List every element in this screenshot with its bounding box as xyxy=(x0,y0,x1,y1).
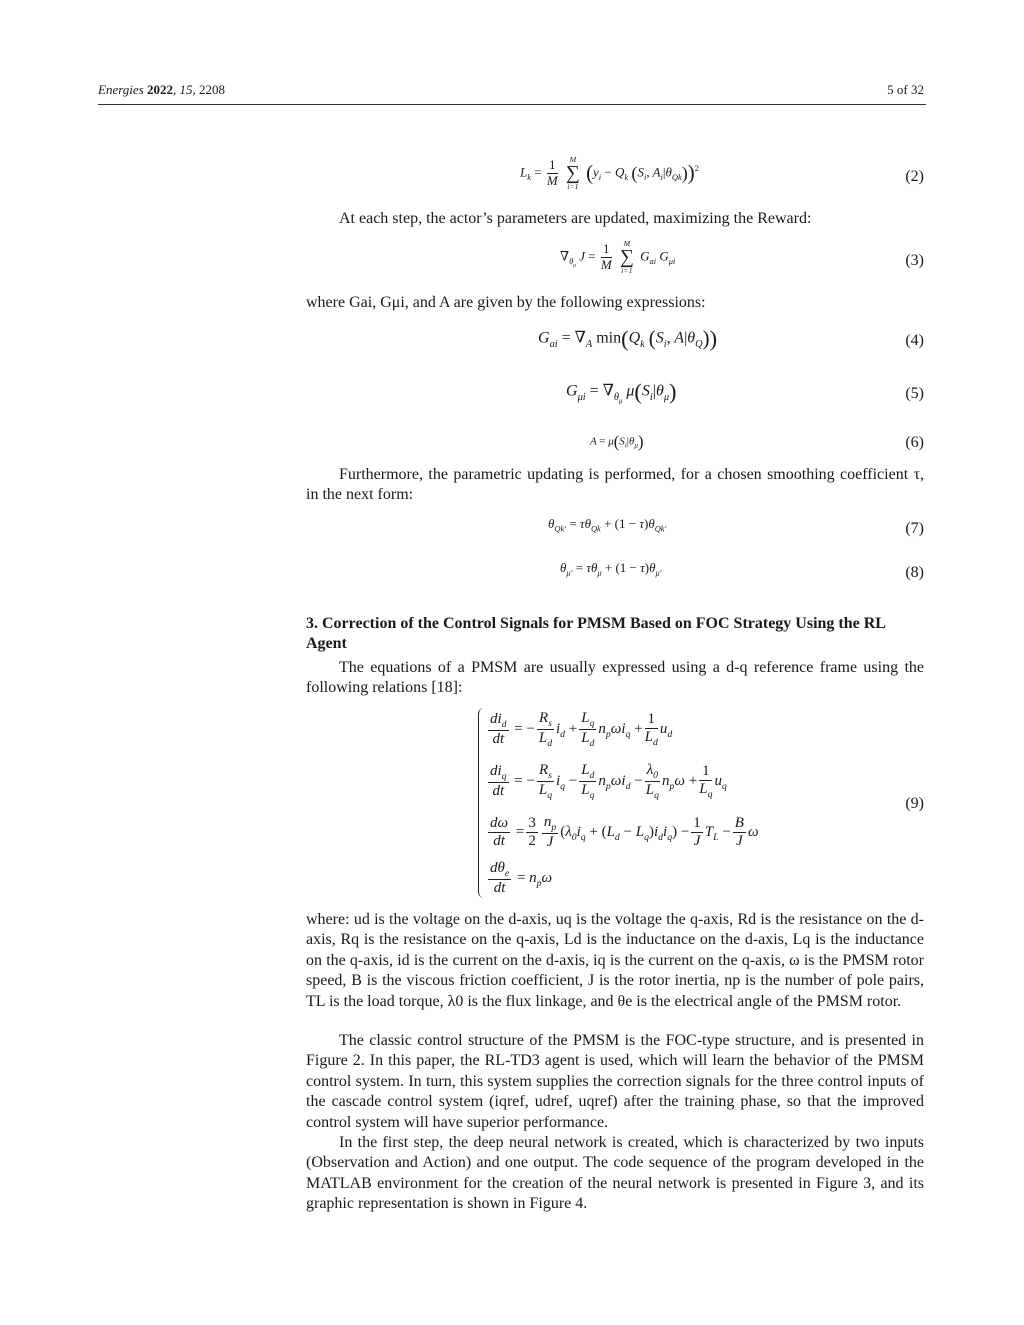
body-paragraph xyxy=(306,465,924,506)
equation-6: $A = \mu(S_i|\theta_\mu)$ (6) xyxy=(590,432,924,451)
paragraph-text: At each step, the actor’s parameters are updated, maximizing the Reward: xyxy=(339,210,812,227)
equation-number: (8) xyxy=(905,564,924,581)
paragraph-text: Furthermore, the parametric updating is performed, for a chosen smoothing coefficient τ, in the next form: xyxy=(306,466,924,504)
body-paragraph xyxy=(306,1133,924,1215)
equation-number: (6) xyxy=(905,434,924,451)
article-number: 2208 xyxy=(198,82,225,97)
equation-number: (9) xyxy=(905,795,924,812)
paragraph-text: where: ud is the voltage on the d-axis, uq is the voltage the q-axis, Rd is the resistance on the d-axis, Rq is the resistance on the q-axis, Ld is the inductance on the d-axis, Lq is the inductance on the q-axis, id is the current on the d-axis, iq is the current on the q-axis, ω is the PMSM rotor speed, B is the viscous friction coefficient, J is the rotor inertia, np is the number of pole pairs, TL is the load torque, λ0 is the flux linkage, and θe is the electrical angle of the PMSM rotor. xyxy=(306,911,924,1010)
journal-volume: 15 xyxy=(179,82,193,97)
equation-number: (2) xyxy=(905,168,924,185)
body-paragraph xyxy=(306,1031,924,1133)
equation-3: $\nabla_{\theta_\mu}$ J = $\frac{1}{M}$ M ∑ i=1 $G_{ai}$ $G_{\mu i}$ (3) xyxy=(560,239,924,276)
equation-8: $\theta_{\mu'} = \tau\theta_\mu + (1 - \tau)\theta_{\mu'}$ (8) xyxy=(560,560,924,581)
header-rule xyxy=(98,104,926,105)
page-number: 5 of 32 xyxy=(887,82,924,97)
equation-2: $L_k$ = $\frac{1}{M}$ M ∑ i=1 ($y_i - Q_k$ ($S_i$, $A_i|\theta_{Qk}))^2$ (2) xyxy=(520,155,924,192)
body-paragraph xyxy=(306,910,924,1012)
equation-9-system: $\frac{di_d}{dt}$ = − $\frac{R_s}{L_d}$ $i_d$ + $\frac{L_q}{L_d}$ $n_p\omega i_q$ + $\frac{1}{L_d}$ $u_d$ $\frac{di_q}{dt}$ = − $\frac{R_s}{L_q}$ $i_q$ − $\frac{L_d}{L_q}$ $n_p\omega i_d$ − $\frac{\lambda_0}{L_q}$ $n_p\omega$ + $\frac{1}{L_q}$ $u_q$ $\frac{d\omega}{dt}$ = $\frac{3}{2}$ $\frac{n_p}{J}$ $(\lambda_0i_q + (L_d - L_q)i_di_q)$ − $\frac{1}{J}$ $T_L$ − $\frac{B}{J}$ ω $\frac{d\theta_e}{dt}$ = $n_p\omega$ xyxy=(478,708,798,898)
body-paragraph xyxy=(306,209,924,229)
paragraph-text: The classic control structure of the PMSM is the FOC-type structure, and is presented in Figure 2. In this paper, the RL-TD3 agent is used, which will learn the behavior of the PMSM control system. In turn, this system supplies the correction signals for the three control inputs of the cascade control system (iqref, udref, uqref) after the training phase, so that the improved control system will have superior performance. xyxy=(306,1032,924,1131)
body-paragraph xyxy=(306,658,924,699)
equation-5: $G_{\mu i} = \nabla_{\theta_\mu}$ $\mu(S_i|\theta_\mu)$ (5) xyxy=(566,379,924,405)
equation-number: (5) xyxy=(905,385,924,402)
section-heading: 3. Correction of the Control Signals for PMSM Based on FOC Strategy Using the RL Agent xyxy=(306,615,886,653)
journal-name: Energies xyxy=(98,82,144,97)
equation-4: $G_{ai} = \nabla_A$ $\min(Q_k$ ($S_i$, $A|\theta_Q$)) (4) xyxy=(538,326,924,351)
equation-7: $\theta_{Qk'} = \tau\theta_{Qk} + (1 - \tau)\theta_{Qk'}$ (7) xyxy=(548,516,924,537)
equation-number: (4) xyxy=(905,332,924,349)
paragraph-text: The equations of a PMSM are usually expressed using a d-q reference frame using the following relations [18]: xyxy=(306,659,924,697)
paragraph-text: In the first step, the deep neural network is created, which is characterized by two inputs (Observation and Action) and one output. The code sequence of the program developed in the MATLAB environment for the creation of the neural network is presented in Figure 3, and its graphic representation is shown in Figure 4. xyxy=(306,1134,924,1213)
paragraph-text: where Gai, Gμi, and A are given by the following expressions: xyxy=(306,294,706,311)
body-paragraph xyxy=(306,293,924,313)
equation-number: (3) xyxy=(905,252,924,269)
journal-year: 2022 xyxy=(146,82,173,97)
equation-number: (7) xyxy=(905,520,924,537)
equation-9-number-row xyxy=(306,795,924,815)
running-header-citation: Energies 2022, 15, 2208 xyxy=(98,82,225,97)
